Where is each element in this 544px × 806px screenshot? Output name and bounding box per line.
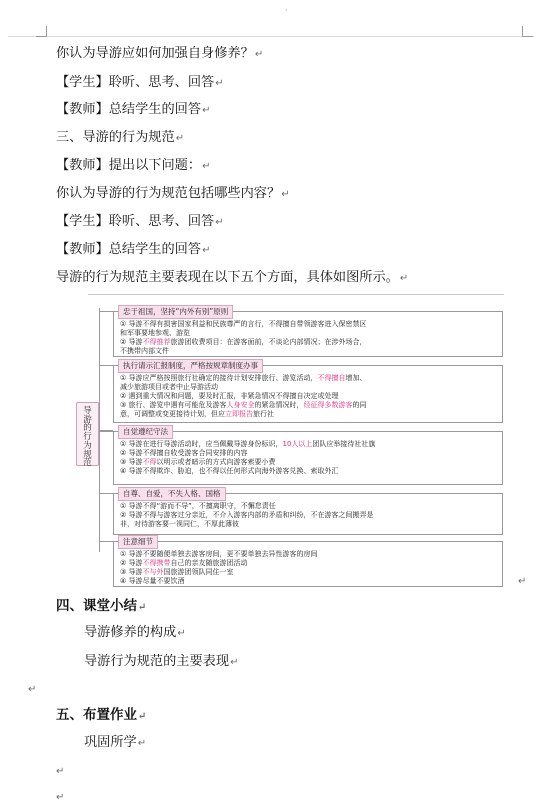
- norm-highlight: 不得携带: [142, 559, 171, 567]
- connector-branch: [99, 311, 113, 312]
- norm-box-line: [120, 458, 498, 467]
- norm-box-body: [120, 374, 498, 419]
- norm-text: ③ 旅行、游览中遇有可能危及游客: [120, 401, 227, 409]
- figure-spine-label: [76, 402, 99, 469]
- norm-text: ④ 导游不得欺诈、胁迫，也不得以任何形式向海外游客兑换、索取外汇: [120, 467, 339, 475]
- norm-box-line: [120, 520, 498, 529]
- norm-text: 以明示或者暗示的方式向游客索要小费: [156, 458, 276, 466]
- paragraph-mark-icon: ↵: [28, 684, 37, 695]
- norm-box-line: [120, 320, 498, 329]
- paragraph-mark-icon: ↵: [138, 602, 147, 613]
- norm-box-line: [120, 559, 498, 568]
- norm-text: ② 导游不得与游客过分亲近，不介入游客内部的矛盾和纠纷，不在游客之间搬弄是: [120, 511, 374, 519]
- norm-text: 的紧急情况时，: [254, 401, 304, 409]
- norm-box-body: [120, 440, 498, 476]
- norm-text: 不携带内部文件: [120, 347, 169, 355]
- norm-box: [113, 307, 503, 357]
- summary-item: 导游修养的构成↵: [84, 625, 186, 640]
- text-line: 【教师】总结学生的回答↵: [56, 102, 211, 117]
- connector-branch: [99, 365, 113, 366]
- paragraph-mark-icon: ↵: [215, 217, 224, 228]
- norm-text: 增加、: [345, 374, 367, 382]
- norm-box-line: [120, 392, 498, 401]
- norm-box-body: [120, 550, 498, 586]
- norm-box-line: [120, 410, 498, 419]
- norm-box-body: [120, 502, 498, 529]
- norm-text: 非，对待游客要一视同仁，不厚此薄彼: [120, 520, 239, 528]
- connector-branch: [99, 541, 113, 542]
- norm-box-line: [120, 329, 498, 338]
- norm-text: 团队应举接待社社旗: [312, 440, 376, 448]
- norm-text: 自己的亲友随旅游团活动: [170, 559, 248, 567]
- text-line: 你认为导游应如何加强自身修养？↵: [56, 46, 264, 61]
- paragraph-mark-icon: ↵: [215, 78, 224, 89]
- norm-box-line: [120, 511, 498, 520]
- norm-text: ① 导游不得“游而不导”，不擅离职守，不懈怠责任: [120, 502, 276, 510]
- paragraph-mark-icon: ↵: [281, 189, 290, 200]
- norm-text: ④ 导游尽量不要饮酒: [120, 577, 185, 585]
- norm-box-line: [120, 338, 498, 347]
- norm-box-line: [120, 383, 498, 392]
- norm-highlight: 人身安全: [226, 401, 255, 409]
- paragraph-mark-icon: ↵: [177, 628, 186, 639]
- norm-highlight: 不得: [142, 458, 157, 466]
- margin-corner-mark: [522, 26, 533, 37]
- norm-box: [113, 489, 503, 535]
- norm-box-title: 自尊、自爱，不失人格、国格: [118, 487, 226, 501]
- text-line: 【学生】聆听、思考、回答↵: [56, 75, 224, 90]
- norm-box-line: [120, 577, 498, 586]
- text-line: 导游的行为规范主要表现在以下五个方面，具体如图所示。↵: [56, 270, 409, 285]
- norm-text: ② 导游不得擅自收受游客合同安排的内容: [120, 449, 248, 457]
- paragraph-mark-icon: ↵: [230, 657, 239, 668]
- norm-box: [113, 427, 503, 485]
- norm-text: ② 导游: [120, 559, 143, 567]
- norm-text: 旅游团收费项目：在游客面前，不谈论内部情况；在涉外场合，: [170, 338, 367, 346]
- norm-highlight: 不与外: [142, 568, 164, 576]
- figure-spine-text: 导游的行为规范: [83, 406, 92, 469]
- paragraph-mark-icon: ↵: [202, 245, 211, 256]
- norm-box: [113, 361, 503, 423]
- section-heading-4: 四、课堂小结↵: [56, 598, 147, 614]
- margin-corner-mark: [36, 26, 47, 37]
- text-line: 你认为导游的行为规范包括哪些内容？↵: [56, 186, 290, 201]
- paragraph-mark-icon: ↵: [202, 161, 211, 172]
- norm-text: 国旅游团领队同住一室: [163, 568, 234, 576]
- norm-box: [113, 537, 503, 587]
- norm-box-title: 自觉遵纪守法: [118, 425, 173, 439]
- page-top-border: [8, 36, 534, 37]
- norm-box-line: [120, 347, 498, 356]
- norm-highlight: 经征得多数游客: [303, 401, 353, 409]
- paragraph-mark-icon: ↵: [254, 49, 264, 60]
- norm-text: 旅行社: [253, 410, 274, 418]
- header-dot: ·: [285, 6, 288, 15]
- norm-text: 的同: [352, 401, 367, 409]
- text-line: 【学生】聆听、思考、回答↵: [56, 214, 224, 229]
- paragraph-mark-icon: ↵: [56, 792, 65, 803]
- connector-branch: [99, 493, 113, 494]
- norm-box-line: [120, 374, 498, 383]
- paragraph-mark-icon: ↵: [399, 273, 409, 284]
- homework-item: 巩固所学↵: [84, 735, 147, 750]
- norm-text: 减少旅游项目或者中止导游活动: [120, 383, 218, 391]
- paragraph-mark-icon: ↵: [56, 766, 65, 777]
- summary-item: 导游行为规范的主要表现↵: [84, 654, 239, 669]
- norm-highlight: 立即报告: [225, 410, 253, 418]
- text-line: 【教师】提出以下问题：↵: [56, 158, 211, 173]
- paragraph-mark-icon: ↵: [137, 738, 147, 749]
- paragraph-mark-icon: ↵: [202, 105, 211, 116]
- norm-text: ② 遇到重大情况和问题，要及时汇报，非紧急情况不得擅自决定或处理: [120, 392, 339, 400]
- norm-box-line: [120, 440, 498, 449]
- paragraph-mark-icon: ↵: [518, 576, 527, 587]
- norm-text: ③ 导游: [120, 568, 143, 576]
- text-line: 【教师】总结学生的回答↵: [56, 242, 211, 257]
- norm-text: ② 导游: [120, 338, 143, 346]
- paragraph-mark-icon: ↵: [138, 711, 147, 722]
- paragraph-mark-icon: ↵: [175, 133, 185, 144]
- behavior-norms-figure: [66, 294, 504, 585]
- norm-text: ① 导游应严格按照旅行社确定的接待计划安排旅行、游览活动，: [120, 374, 318, 382]
- norm-highlight: 不得推荐: [142, 338, 171, 346]
- norm-box-body: [120, 320, 498, 356]
- norm-box-title: 忠于祖国，坚持“内外有别”原则: [118, 305, 233, 319]
- norm-box-line: [120, 502, 498, 511]
- norm-box-line: [120, 550, 498, 559]
- norm-box-title: 执行请示汇报制度，严格按规章制度办事: [118, 359, 263, 373]
- section-heading-5: 五、布置作业↵: [56, 707, 147, 723]
- norm-text: 和军事要地参观、游览: [120, 329, 190, 337]
- figure-top-border: [88, 294, 504, 295]
- connector-branch: [99, 431, 113, 432]
- norm-highlight: 10人以上: [282, 440, 313, 448]
- norm-box-title: 注意细节: [118, 535, 158, 549]
- norm-text: ① 导游不得有损害国家利益和民族尊严的言行，不得擅自带领游客进入保密禁区: [120, 320, 367, 328]
- norm-text: ① 导游在进行导游活动时，应当佩戴导游身份标识，: [120, 440, 283, 448]
- norm-text: 意，可调整或变更接待计划，但应: [120, 410, 225, 418]
- norm-highlight: 不得擅自: [317, 374, 346, 382]
- norm-box-line: [120, 568, 498, 577]
- norm-box-line: [120, 401, 498, 410]
- norm-box-line: [120, 449, 498, 458]
- norm-box-line: [120, 467, 498, 476]
- norm-text: ① 导游不要随便单独去游客房间，更不要单独去异性游客的房间: [120, 550, 318, 558]
- section-heading-3: 三、导游的行为规范↵: [56, 130, 185, 145]
- norm-text: ③ 导游: [120, 458, 143, 466]
